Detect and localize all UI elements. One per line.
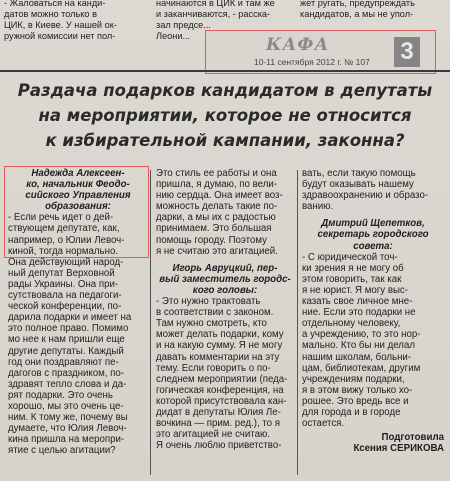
text-line: год они поздравляют пе- xyxy=(8,356,119,368)
speaker-name: вый заместитель городс- xyxy=(159,273,291,285)
text-line: Она действующий народ- xyxy=(8,256,124,268)
text-line: я не юрист. Я могу выс- xyxy=(302,284,409,296)
speaker-name: секретарь городского xyxy=(317,229,429,241)
text-line: давать комментарии на эту xyxy=(156,351,280,363)
text-line: дагогов с праздником, по- xyxy=(8,367,125,379)
text-line: можность делать такие по- xyxy=(156,201,278,213)
text-line: казать свое личное мне- xyxy=(302,296,413,308)
speaker-name: кого головы: xyxy=(192,284,258,296)
text-line: я в этом вижу только хо- xyxy=(302,384,413,396)
speaker-name: сийского Управления xyxy=(25,190,131,202)
text-line: будут оказывать нашему xyxy=(302,179,414,191)
text-line: сутствовала на педагоги- xyxy=(8,290,122,302)
speaker-name: совета: xyxy=(353,240,393,252)
text-line: может делать подарки, кому xyxy=(156,329,284,341)
text-line: ЦИК, в Киеве. У нашей ок- xyxy=(4,20,117,30)
text-line: киной, тогда нормально. xyxy=(8,245,119,257)
text-line: отдельному человеку, xyxy=(302,318,401,330)
headline-line: Раздача подарков кандидатом в депутаты xyxy=(17,81,433,100)
text-line: датов можно только в xyxy=(4,9,97,19)
speaker-name: образования: xyxy=(45,201,111,213)
text-line: например, о Юлии Левоч- xyxy=(8,234,125,246)
speaker-name: Игорь Авруцкий, пер- xyxy=(172,262,278,274)
text-line: Это стиль ее работы и она xyxy=(156,168,277,179)
column-rule xyxy=(297,170,298,475)
text-line: ружной комиссии нет пол- xyxy=(4,31,116,41)
text-line: это полное право. Помимо xyxy=(8,323,129,335)
text-line: Леони... xyxy=(156,31,191,41)
text-line: кина пришла на меропри- xyxy=(8,434,125,446)
column-rule xyxy=(150,170,151,475)
text-line: учреждениям подарки, xyxy=(302,373,405,385)
text-line: ванию. xyxy=(302,201,334,213)
text-line: ческой конференции, по- xyxy=(8,301,122,313)
text-line: рады Украины. Она при- xyxy=(8,278,119,290)
text-line: кандидатов, а мы не упол- xyxy=(300,9,414,19)
text-line: которой присутствовала кан- xyxy=(156,395,287,407)
text-line: зал предсе... xyxy=(156,20,211,30)
article-column-1 xyxy=(8,168,148,456)
top-column-3 xyxy=(300,0,415,20)
text-line: - Если речь идет о дей- xyxy=(8,212,114,224)
text-line: помощь городу. Поэтому xyxy=(156,234,267,246)
text-line: вать, если такую помощь xyxy=(302,168,416,179)
text-line: ствующем депутате, как, xyxy=(8,223,120,235)
text-line: этом говорить, так как xyxy=(302,273,402,285)
text-line: дидат в депутаты Юлия Ле- xyxy=(156,406,281,418)
article-headline xyxy=(8,78,442,153)
text-line: и на какую сумму. Я не могу xyxy=(156,340,283,352)
issue-date: 10-11 сентября 2012 г. № 107 xyxy=(254,57,370,67)
text-line: хорошо, мы это очень це- xyxy=(8,400,124,412)
text-line: думаете, что Юлия Левоч- xyxy=(8,423,127,435)
page-header xyxy=(205,30,436,74)
text-line: другие депутаты. Каждый xyxy=(8,345,124,357)
text-line: нию сердца. Она имеет воз- xyxy=(156,190,283,202)
text-line: а учреждению, то это нор- xyxy=(302,329,421,341)
brand-logo: КАФА xyxy=(266,35,330,55)
text-line: это агитацией не считаю. xyxy=(156,429,270,441)
text-line: Там нужно смотреть, кто xyxy=(156,318,267,330)
text-line: дарки, а мы их с радостью xyxy=(156,212,276,224)
article-column-2 xyxy=(156,168,294,451)
author-name: Ксения СЕРИКОВА xyxy=(353,443,444,455)
divider xyxy=(0,70,450,72)
page-number: 3 xyxy=(394,37,420,67)
text-line: мо нее к нам пришли еще xyxy=(8,334,125,346)
text-line: Я очень люблю приветство- xyxy=(156,440,282,452)
text-line: здравят тепло слова и да- xyxy=(8,378,127,390)
author-label: Подготовила xyxy=(381,432,444,444)
speaker-name: Надежда Алексеен- xyxy=(31,168,125,179)
text-line: - С юридической точ- xyxy=(302,251,398,263)
text-line: тему. Если говорить о по- xyxy=(156,362,271,374)
speaker-name: Дмитрий Щепетков, xyxy=(321,218,425,230)
text-line: для города и в городе xyxy=(302,406,401,418)
text-line: жет ругать, предупреждать xyxy=(300,0,415,8)
article-column-3 xyxy=(302,168,444,454)
text-line: ним. К тому же, почему вы xyxy=(8,412,128,424)
text-line: здравоохранению и образо- xyxy=(302,190,429,202)
text-line: вочкина — прим. ред.), то я xyxy=(156,418,280,430)
text-line: рят подарки. Это очень xyxy=(8,389,113,401)
text-line: принимаем. Это большая xyxy=(156,223,272,235)
text-line: мально. Кто бы ни делал xyxy=(302,340,415,352)
text-line: нашим школам, больни- xyxy=(302,351,412,363)
text-line: пришла, я думаю, по вели- xyxy=(156,179,277,191)
text-line: дарила подарки и имеет на xyxy=(8,312,132,324)
text-line: - Жаловаться на канди- xyxy=(4,0,106,8)
top-column-1 xyxy=(4,0,117,42)
text-line: ный депутат Верховной xyxy=(8,267,115,279)
text-line: ние. Если это подарки не xyxy=(302,307,416,319)
text-line: я не считаю это агитацией. xyxy=(156,245,278,257)
headline-line: на мероприятии, которое не относится xyxy=(38,106,412,125)
headline-line: к избирательной кампании, законна? xyxy=(45,131,405,150)
text-line: в соответствии с законом. xyxy=(156,307,274,319)
speaker-name: ко, начальник Феодо- xyxy=(26,179,130,191)
text-line: ятие с целью агитации? xyxy=(8,445,116,457)
text-line: цам, библиотекам, другим xyxy=(302,362,421,374)
text-line: следнем мероприятии (педа- xyxy=(156,373,288,385)
text-line: рошее. Это вредь все и xyxy=(302,395,409,407)
text-line: и заканчиваются, - расска- xyxy=(156,9,271,19)
text-line: - Это нужно трактовать xyxy=(156,296,261,308)
text-line: остается. xyxy=(302,418,345,430)
text-line: начинаются в ЦИК и там же xyxy=(156,0,275,8)
text-line: гогическая конференция, на xyxy=(156,384,284,396)
text-line: ки зрения я не могу об xyxy=(302,262,404,274)
